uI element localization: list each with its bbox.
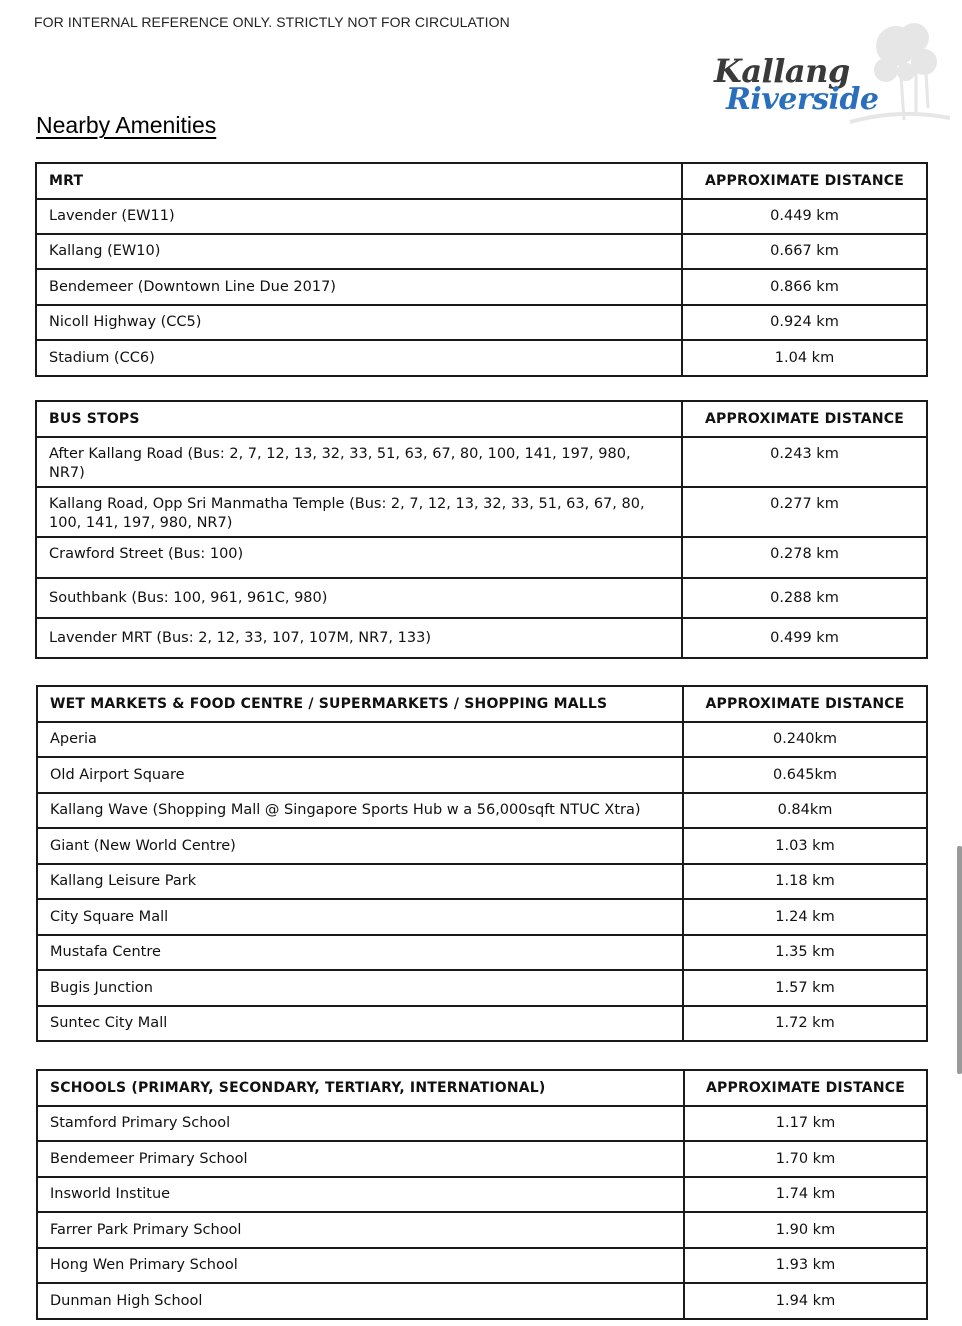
amenity-distance: 1.18 km (683, 864, 927, 899)
amenity-distance: 1.93 km (684, 1248, 927, 1283)
amenity-name: Dunman High School (37, 1283, 684, 1319)
logo-word-kallang: Kallang (714, 52, 850, 90)
amenity-distance: 1.03 km (683, 828, 927, 864)
amenity-distance: 1.57 km (683, 970, 927, 1006)
table-row (36, 578, 927, 618)
amenity-distance: 1.70 km (684, 1141, 927, 1177)
table-header-row (37, 686, 927, 722)
amenity-name: Aperia (37, 722, 683, 757)
kallang-riverside-logo (700, 12, 950, 132)
amenity-distance: 1.17 km (684, 1106, 927, 1141)
markets-table (36, 685, 928, 1042)
amenity-name: Kallang Wave (Shopping Mall @ Singapore Sports Hub w a 56,000sqft NTUC Xtra) (37, 793, 683, 828)
amenity-distance: 0.84km (683, 793, 927, 828)
amenity-distance: 0.924 km (682, 305, 927, 340)
amenity-distance: 1.35 km (683, 935, 927, 970)
amenity-name: Bugis Junction (37, 970, 683, 1006)
bus-stops-table (35, 400, 928, 659)
distance-header: APPROXIMATE DISTANCE (684, 1070, 927, 1106)
amenity-distance: 1.90 km (684, 1212, 927, 1248)
table-row (37, 793, 927, 828)
table-row (36, 269, 927, 305)
table-row (36, 234, 927, 269)
amenity-distance: 0.645km (683, 757, 927, 793)
table-row (37, 970, 927, 1006)
amenity-distance: 0.277 km (682, 487, 927, 537)
amenity-distance: 0.449 km (682, 199, 927, 234)
table-row (37, 757, 927, 793)
amenity-distance: 0.866 km (682, 269, 927, 305)
amenity-distance: 1.04 km (682, 340, 927, 376)
amenity-name: Southbank (Bus: 100, 961, 961C, 980) (36, 578, 682, 618)
amenity-name: Suntec City Mall (37, 1006, 683, 1041)
table-row (36, 305, 927, 340)
amenity-distance: 0.240km (683, 722, 927, 757)
amenity-name: After Kallang Road (Bus: 2, 7, 12, 13, 32, 33, 51, 63, 67, 80, 100, 141, 197, 980, NR7) (36, 437, 682, 487)
schools-header: SCHOOLS (PRIMARY, SECONDARY, TERTIARY, INTERNATIONAL) (37, 1070, 684, 1106)
amenity-name: Kallang Leisure Park (37, 864, 683, 899)
table-header-row (37, 1070, 927, 1106)
table-header-row (36, 401, 927, 437)
mrt-table (35, 162, 928, 377)
amenity-name: Lavender (EW11) (36, 199, 682, 234)
amenity-distance: 0.499 km (682, 618, 927, 658)
disclaimer-text: FOR INTERNAL REFERENCE ONLY. STRICTLY NOT FOR CIRCULATION (34, 14, 510, 30)
table-row (37, 935, 927, 970)
table-row (37, 1248, 927, 1283)
table-row (37, 1212, 927, 1248)
amenity-distance: 1.24 km (683, 899, 927, 935)
amenity-name: Giant (New World Centre) (37, 828, 683, 864)
table-row (37, 1141, 927, 1177)
amenity-name: Old Airport Square (37, 757, 683, 793)
amenity-name: Hong Wen Primary School (37, 1248, 684, 1283)
amenity-distance: 1.74 km (684, 1177, 927, 1212)
table-row (37, 864, 927, 899)
table-row (36, 340, 927, 376)
amenity-name: Bendemeer Primary School (37, 1141, 684, 1177)
table-row (36, 487, 927, 537)
table-row (37, 1177, 927, 1212)
bus-stops-header: BUS STOPS (36, 401, 682, 437)
table-row (36, 537, 927, 578)
table-row (37, 1283, 927, 1319)
distance-header: APPROXIMATE DISTANCE (683, 686, 927, 722)
scrollbar-thumb[interactable] (957, 846, 962, 1074)
table-row (37, 722, 927, 757)
table-row (36, 618, 927, 658)
amenity-name: Kallang Road, Opp Sri Manmatha Temple (Bus: 2, 7, 12, 13, 32, 33, 51, 63, 67, 80, 100, 141, 197, 980, NR7) (36, 487, 682, 537)
amenity-distance: 0.278 km (682, 537, 927, 578)
distance-header: APPROXIMATE DISTANCE (682, 163, 927, 199)
table-header-row (36, 163, 927, 199)
amenity-distance: 0.288 km (682, 578, 927, 618)
table-row (37, 1006, 927, 1041)
amenity-distance: 0.667 km (682, 234, 927, 269)
schools-table (36, 1069, 928, 1320)
table-row (37, 1106, 927, 1141)
markets-header: WET MARKETS & FOOD CENTRE / SUPERMARKETS / SHOPPING MALLS (37, 686, 683, 722)
amenity-name: Stamford Primary School (37, 1106, 684, 1141)
logo-word-riverside: Riverside (726, 82, 879, 117)
amenity-distance: 1.94 km (684, 1283, 927, 1319)
amenity-name: Mustafa Centre (37, 935, 683, 970)
table-row (36, 199, 927, 234)
distance-header: APPROXIMATE DISTANCE (682, 401, 927, 437)
amenity-name: Farrer Park Primary School (37, 1212, 684, 1248)
amenity-name: City Square Mall (37, 899, 683, 935)
table-row (36, 437, 927, 487)
amenity-name: Lavender MRT (Bus: 2, 12, 33, 107, 107M, NR7, 133) (36, 618, 682, 658)
amenity-name: Kallang (EW10) (36, 234, 682, 269)
amenity-name: Nicoll Highway (CC5) (36, 305, 682, 340)
section-title: Nearby Amenities (36, 112, 217, 138)
mrt-header: MRT (36, 163, 682, 199)
amenity-distance: 0.243 km (682, 437, 927, 487)
table-row (37, 899, 927, 935)
amenity-name: Bendemeer (Downtown Line Due 2017) (36, 269, 682, 305)
amenity-name: Crawford Street (Bus: 100) (36, 537, 682, 578)
amenity-distance: 1.72 km (683, 1006, 927, 1041)
table-row (37, 828, 927, 864)
amenity-name: Stadium (CC6) (36, 340, 682, 376)
amenity-name: Insworld Institue (37, 1177, 684, 1212)
